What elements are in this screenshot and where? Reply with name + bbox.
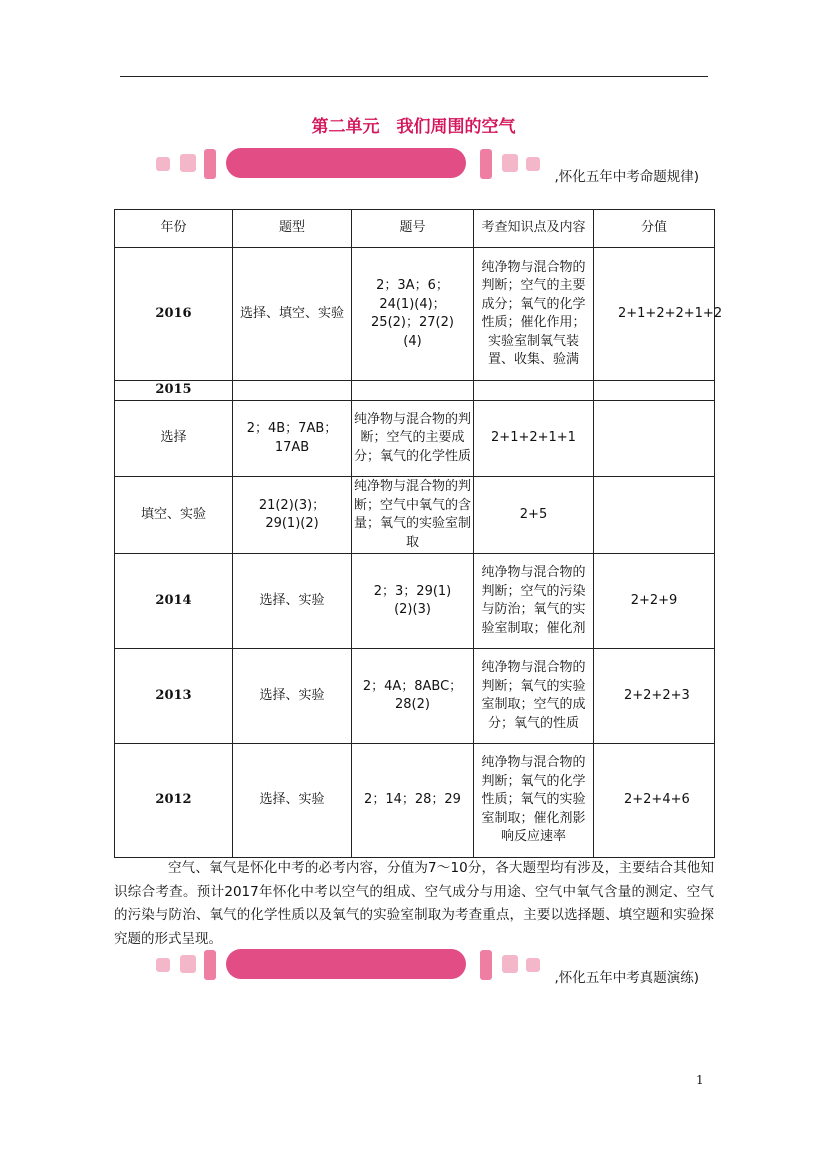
cell-points: 纯净物与混合物的判断；空气的污染与防治；氧气的实验室制取；催化剂 bbox=[474, 554, 594, 649]
analysis-paragraph: 空气、氧气是怀化中考的必考内容，分值为7～10分，各大题型均有涉及，主要结合其他知识综合考查。预计2017年怀化中考以空气的组成、空气成分与用途、空气中氧气含量的测定、空气的污染与防治、氧气的化学性质以及氧气的实验室制取为考查重点，主要以选择题、填空题和实验探究题的形式呈现。 bbox=[114, 860, 714, 947]
table-row bbox=[115, 649, 715, 744]
banner-bar bbox=[204, 149, 216, 179]
table-row bbox=[115, 554, 715, 649]
cell-points: 纯净物与混合物的判断；氧气的实验室制取；空气的成分；氧气的性质 bbox=[474, 649, 594, 744]
banner-square bbox=[526, 157, 540, 171]
banner-bar bbox=[480, 950, 492, 980]
table-header-row bbox=[115, 210, 715, 248]
banner-square bbox=[156, 958, 170, 972]
cell-empty bbox=[594, 477, 715, 554]
header-number: 题号 bbox=[352, 210, 474, 248]
cell-year: 2016 bbox=[115, 248, 233, 381]
banner-pill bbox=[226, 148, 466, 178]
unit-title: 第二单元 我们周围的空气 bbox=[311, 117, 516, 137]
header-type: 题型 bbox=[233, 210, 352, 248]
banner-square bbox=[180, 955, 196, 973]
table-row bbox=[115, 477, 715, 554]
banner-square bbox=[156, 157, 170, 171]
banner-bar bbox=[480, 149, 492, 179]
table-row bbox=[115, 248, 715, 381]
exam-pattern-table bbox=[114, 209, 723, 858]
cell-points: 纯净物与混合物的判断；空气的主要成分；氧气的化学性质 bbox=[352, 401, 474, 477]
banner-caption-trend: ,怀化五年中考命题规律) bbox=[554, 169, 699, 185]
cell-year: 2015 bbox=[115, 381, 233, 401]
cell-number: 2；14；28；29 bbox=[352, 744, 474, 858]
cell-type: 选择 bbox=[115, 401, 233, 477]
banner-square bbox=[502, 955, 518, 973]
page-number: 1 bbox=[696, 1073, 704, 1087]
cell-points: 纯净物与混合物的判断；氧气的化学性质；氧气的实验室制取；催化剂影响反应速率 bbox=[474, 744, 594, 858]
cell-score: 2+5 bbox=[474, 477, 594, 554]
header-rule bbox=[120, 76, 708, 77]
table-row bbox=[115, 744, 715, 858]
cell-empty bbox=[474, 381, 594, 401]
cell-year: 2012 bbox=[115, 744, 233, 858]
cell-number: 2；3A；6；24(1)(4)；25(2)；27(2)(4) bbox=[352, 248, 474, 381]
banner-pill bbox=[226, 949, 466, 979]
cell-year: 2014 bbox=[115, 554, 233, 649]
cell-type: 选择、实验 bbox=[233, 649, 352, 744]
banner-caption-practice: ,怀化五年中考真题演练) bbox=[554, 970, 699, 986]
cell-number: 2；4B；7AB；17AB bbox=[233, 401, 352, 477]
banner-square bbox=[502, 154, 518, 172]
cell-empty bbox=[233, 381, 352, 401]
cell-year: 2013 bbox=[115, 649, 233, 744]
cell-type: 选择、实验 bbox=[233, 744, 352, 858]
cell-score: 2+1+2+1+1 bbox=[474, 401, 594, 477]
cell-empty bbox=[594, 381, 715, 401]
cell-number: 2；3；29(1)(2)(3) bbox=[352, 554, 474, 649]
cell-score: 2+1+2+2+1+2 bbox=[594, 248, 715, 381]
header-year: 年份 bbox=[115, 210, 233, 248]
header-score: 分值 bbox=[594, 210, 715, 248]
cell-type: 选择、实验 bbox=[233, 554, 352, 649]
cell-points: 纯净物与混合物的判断；空气中氧气的含量；氧气的实验室制取 bbox=[352, 477, 474, 554]
cell-score: 2+2+4+6 bbox=[594, 744, 715, 858]
cell-number: 21(2)(3)；29(1)(2) bbox=[233, 477, 352, 554]
header-points: 考查知识点及内容 bbox=[474, 210, 594, 248]
table-row bbox=[115, 381, 715, 401]
banner-square bbox=[526, 958, 540, 972]
cell-type: 填空、实验 bbox=[115, 477, 233, 554]
cell-score: 2+2+9 bbox=[594, 554, 715, 649]
cell-empty bbox=[594, 401, 715, 477]
banner-bar bbox=[204, 950, 216, 980]
cell-type: 选择、填空、实验 bbox=[233, 248, 352, 381]
banner-square bbox=[180, 154, 196, 172]
cell-points: 纯净物与混合物的判断；空气的主要成分；氧气的化学性质；催化作用；实验室制氧气装置、收集、验满 bbox=[474, 248, 594, 381]
cell-empty bbox=[352, 381, 474, 401]
cell-number: 2；4A；8ABC；28(2) bbox=[352, 649, 474, 744]
table-row bbox=[115, 401, 715, 477]
cell-score: 2+2+2+3 bbox=[594, 649, 715, 744]
